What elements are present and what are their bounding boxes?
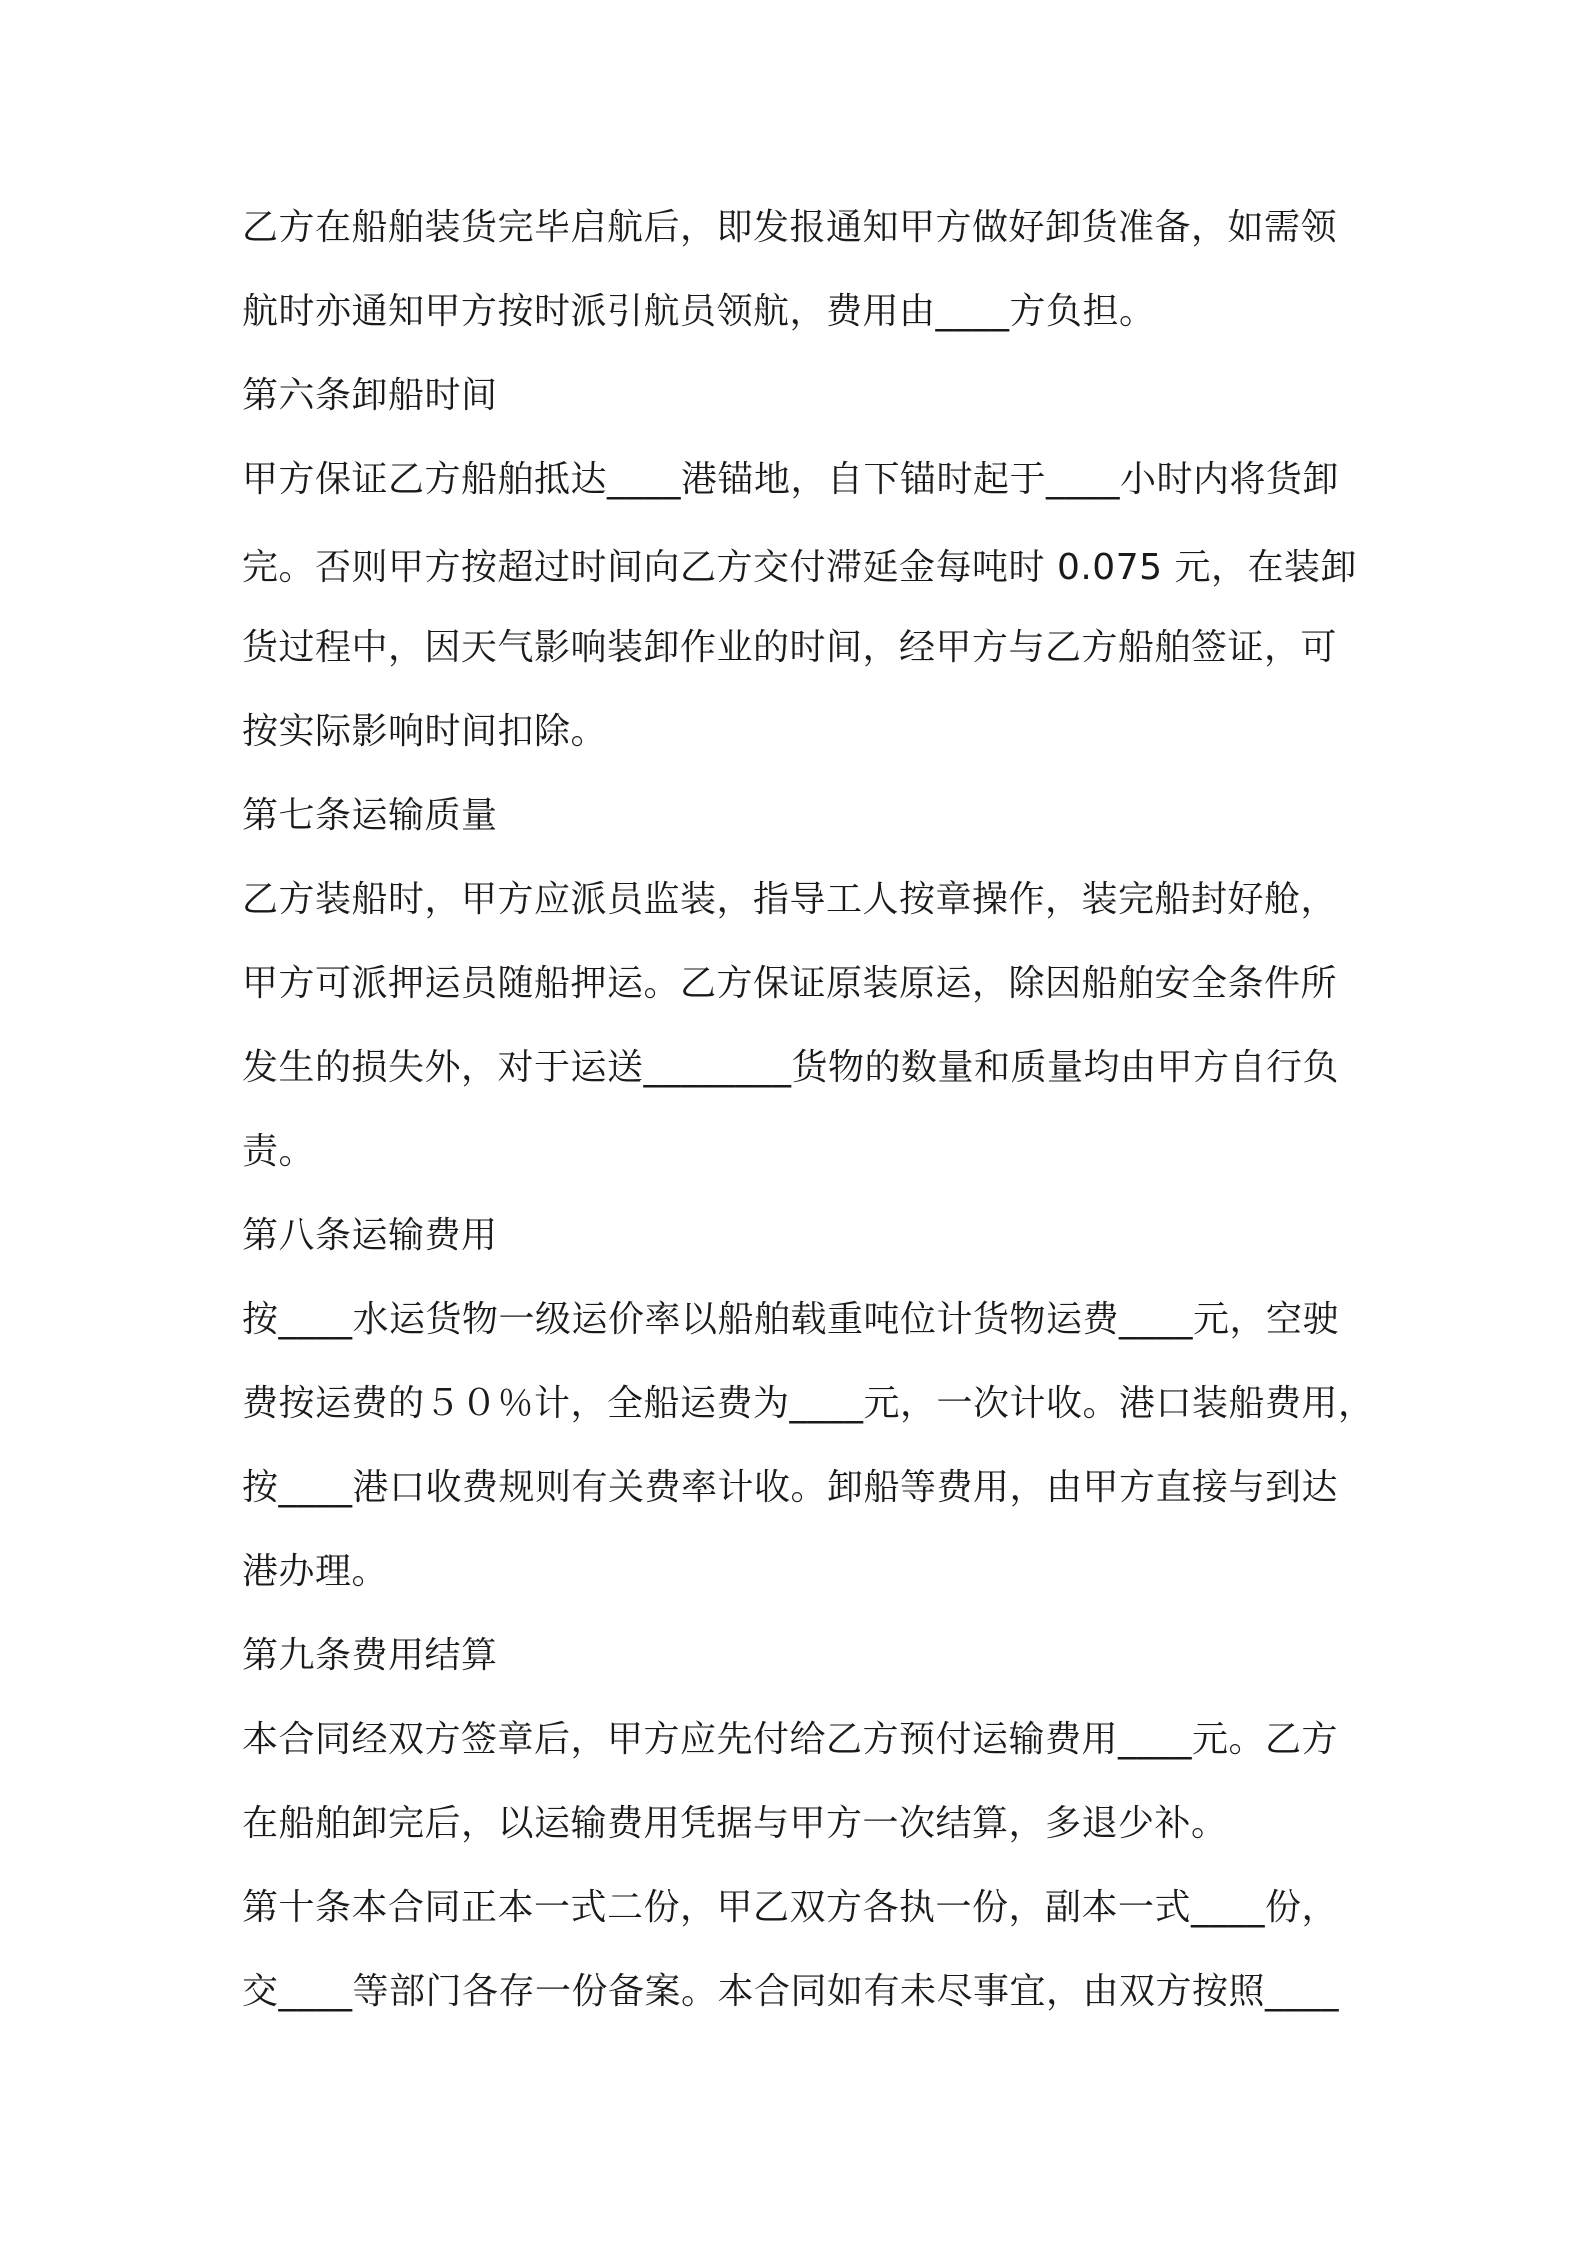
paragraph-line: 乙方在船舶装货完毕启航后，即发报通知甲方做好卸货准备，如需领 [242,207,1338,248]
paragraph-line: 责。 [242,1131,316,1172]
paragraph-line: 发生的损失外，对于运送________货物的数量和质量均由甲方自行负 [242,1047,1340,1088]
paragraph-line: 完。否则甲方按超过时间向乙方交付滞延金每吨时 0.075 元，在装卸 [242,547,1357,588]
paragraph-line: 按实际影响时间扣除。 [242,711,608,752]
paragraph-line: 按____水运货物一级运价率以船舶载重吨位计货物运费____元，空驶 [242,1299,1340,1340]
paragraph-line: 甲方保证乙方船舶抵达____港锚地，自下锚时起于____小时内将货卸 [242,459,1340,500]
section-heading: 第七条运输质量 [242,795,498,836]
paragraph-line: 第十条本合同正本一式二份，甲乙双方各执一份，副本一式____份， [242,1887,1339,1928]
paragraph-line: 在船舶卸完后，以运输费用凭据与甲方一次结算，多退少补。 [242,1803,1228,1844]
paragraph-line: 按____港口收费规则有关费率计收。卸船等费用，由甲方直接与到达 [242,1467,1339,1508]
section-heading: 第六条卸船时间 [242,375,498,416]
paragraph-line: 交____等部门各存一份备案。本合同如有未尽事宜，由双方按照____ [242,1971,1340,2012]
section-heading: 第九条费用结算 [242,1635,498,1676]
paragraph-line: 本合同经双方签章后，甲方应先付给乙方预付运输费用____元。乙方 [242,1719,1339,1760]
paragraph-line: 乙方装船时，甲方应派员监装，指导工人按章操作，装完船封好舱， [242,879,1338,920]
paragraph-line: 港办理。 [242,1551,389,1592]
paragraph-line: 费按运费的５０％计，全船运费为____元，一次计收。港口装船费用， [242,1383,1375,1424]
paragraph-line: 货过程中，因天气影响装卸作业的时间，经甲方与乙方船舶签证，可 [242,627,1338,668]
paragraph-line: 甲方可派押运员随船押运。乙方保证原装原运，除因船舶安全条件所 [242,963,1338,1004]
paragraph-line: 航时亦通知甲方按时派引航员领航，费用由____方负担。 [242,291,1156,332]
section-heading: 第八条运输费用 [242,1215,498,1256]
